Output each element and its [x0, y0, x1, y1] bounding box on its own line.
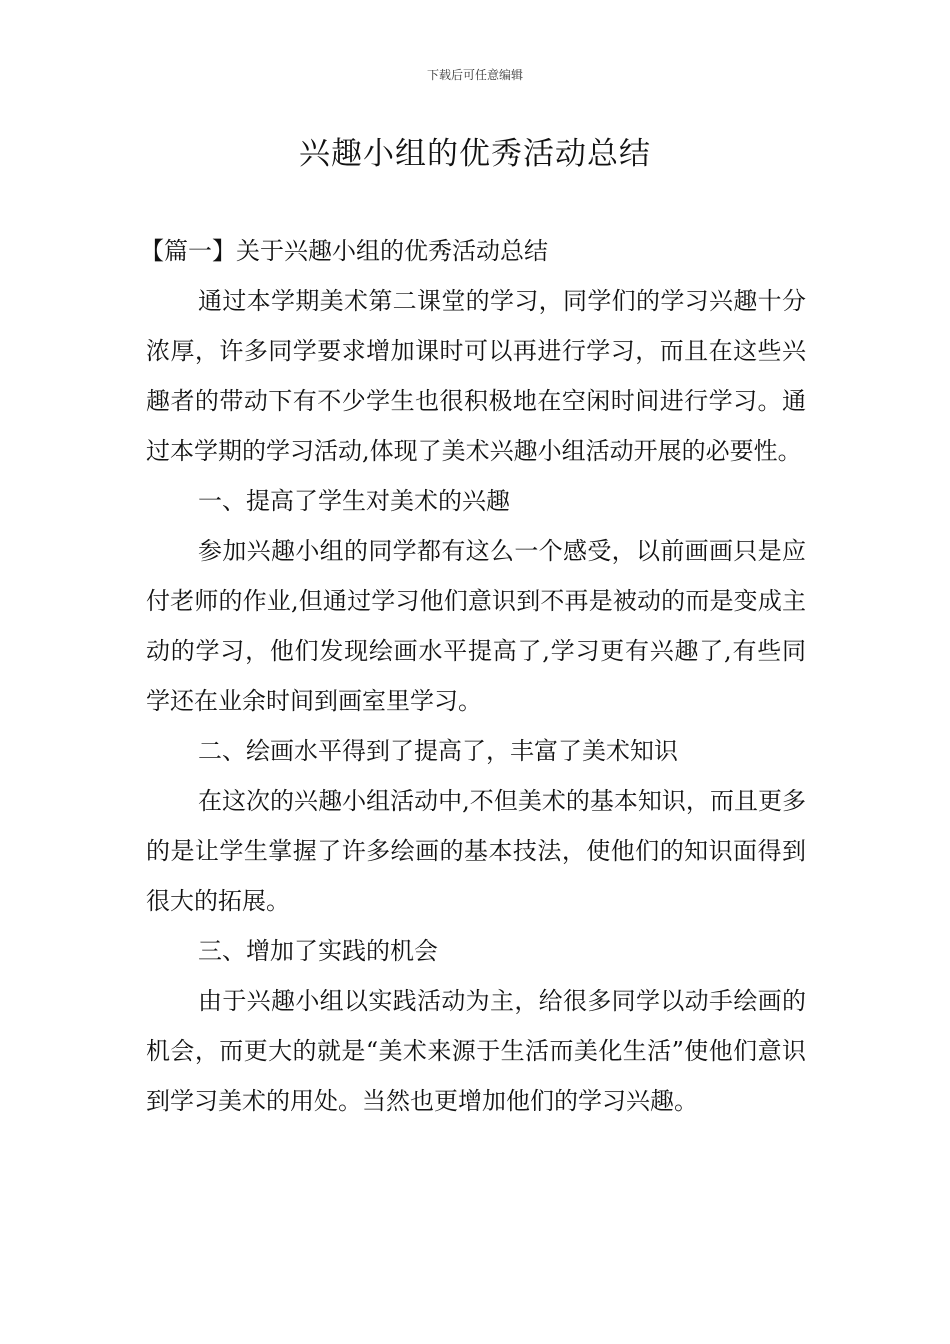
heading-one: 一、提高了学生对美术的兴趣 [198, 487, 510, 515]
document-body [140, 226, 806, 1126]
section-label: 【篇一】关于兴趣小组的优秀活动总结 [140, 237, 548, 265]
document-title: 兴趣小组的优秀活动总结 [299, 136, 651, 172]
paragraph-intro: 通过本学期美术第二课堂的学习，同学们的学习兴趣十分浓厚，许多同学要求增加课时可以再进行学习，而且在这些兴趣者的带动下有不少学生也很积极地在空闲时间进行学习。通过本学期的学习活动,体现了美术兴趣小组活动开展的必要性。 [146, 287, 806, 465]
paragraph-three: 由于兴趣小组以实践活动为主，给很多同学以动手绘画的机会，而更大的就是“美术来源于生活而美化生活”使他们意识到学习美术的用处。当然也更增加他们的学习兴趣。 [146, 987, 806, 1115]
header-note: 下载后可任意编辑 [426, 68, 523, 82]
heading-three: 三、增加了实践的机会 [198, 937, 438, 965]
paragraph-two: 在这次的兴趣小组活动中,不但美术的基本知识，而且更多的是让学生掌握了许多绘画的基本技法，使他们的知识面得到很大的拓展。 [146, 787, 806, 915]
paragraph-one: 参加兴趣小组的同学都有这么一个感受，以前画画只是应付老师的作业,但通过学习他们意识到不再是被动的而是变成主动的学习，他们发现绘画水平提高了,学习更有兴趣了,有些同学还在业余时间到画室里学习。 [146, 537, 806, 715]
heading-two: 二、绘画水平得到了提高了，丰富了美术知识 [198, 737, 678, 765]
